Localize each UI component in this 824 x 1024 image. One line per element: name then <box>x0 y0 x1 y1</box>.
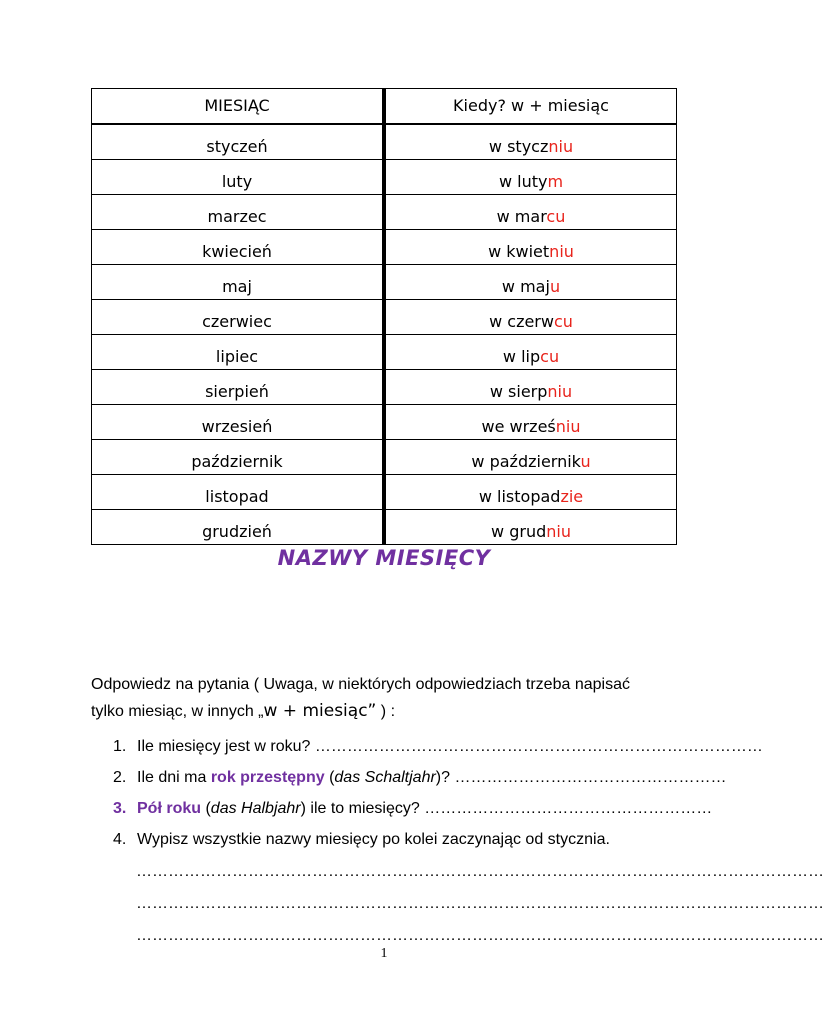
month-name-cell: maj <box>92 265 385 300</box>
locative-base: w luty <box>498 172 548 191</box>
locative-base: we wrześ <box>481 417 556 436</box>
answer-line-2[interactable]: ………………………………………………………………………………………………………………… <box>136 895 824 912</box>
table-row <box>92 440 677 475</box>
instructions-line-2 <box>91 698 691 725</box>
month-name-cell: październik <box>92 440 385 475</box>
locative-base: w stycz <box>488 137 549 156</box>
locative-ending: cu <box>546 207 566 226</box>
header-month: MIESIĄC <box>92 89 385 125</box>
month-name-cell: marzec <box>92 195 385 230</box>
table-row <box>92 230 677 265</box>
month-name-cell: lipiec <box>92 335 385 370</box>
question-text: Wypisz wszystkie nazwy miesięcy po kolei zaczynając od stycznia. <box>137 831 610 848</box>
month-name-cell: styczeń <box>92 124 385 160</box>
month-name-cell: grudzień <box>92 510 385 545</box>
month-name-cell: wrzesień <box>92 405 385 440</box>
question-item <box>91 795 713 826</box>
question-number: 1. <box>113 738 127 755</box>
locative-ending: m <box>547 172 564 191</box>
question-text: )? …………………………………………… <box>435 769 727 786</box>
question-text: ( <box>201 800 211 817</box>
question-number: 4. <box>113 831 127 848</box>
locative-base: w maj <box>501 277 550 296</box>
locative-base: w sierp <box>489 382 548 401</box>
locative-base: w grud <box>491 522 547 541</box>
locative-ending: zie <box>560 487 584 506</box>
table-row <box>92 300 677 335</box>
question-text: ( <box>324 769 335 786</box>
table-row <box>92 160 677 195</box>
locative-ending: u <box>580 452 591 471</box>
months-table <box>91 88 677 545</box>
answer-line-1[interactable]: ………………………………………………………………………………………………………………… <box>136 863 824 880</box>
table-row <box>92 370 677 405</box>
header-when: Kiedy? w + miesiąc <box>384 89 677 125</box>
question-text: Pół roku <box>137 800 202 817</box>
locative-ending: niu <box>547 382 573 401</box>
page-number: 1 <box>380 946 388 961</box>
month-locative-cell <box>384 405 677 440</box>
table-header-row <box>92 89 677 125</box>
question-text: Ile miesięcy jest w roku? ………………………………………………………………………… <box>137 738 763 755</box>
table-row <box>92 510 677 545</box>
table-row <box>92 335 677 370</box>
locative-base: w kwiet <box>488 242 550 261</box>
month-name-cell: luty <box>92 160 385 195</box>
question-text: das Schaltjahr <box>334 769 436 786</box>
question-number: 2. <box>113 769 127 786</box>
table-row <box>92 405 677 440</box>
locative-ending: u <box>549 277 561 296</box>
instructions-formula: w + miesiąc” <box>263 701 377 721</box>
locative-ending: niu <box>555 417 581 436</box>
month-locative-cell <box>384 195 677 230</box>
question-text: ) ile to miesięcy? ……………………………………………… <box>300 800 713 817</box>
months-table-body <box>92 89 677 545</box>
question-item <box>91 733 763 764</box>
month-name-cell: listopad <box>92 475 385 510</box>
answer-line-3[interactable]: ………………………………………………………………………………………………………………… <box>136 927 824 944</box>
instructions <box>91 671 691 725</box>
locative-ending: niu <box>549 242 574 261</box>
month-locative-cell <box>384 440 677 475</box>
month-name-cell: sierpień <box>92 370 385 405</box>
question-item <box>91 826 691 857</box>
question-number: 3. <box>113 800 127 817</box>
month-locative-cell <box>384 510 677 545</box>
locative-base: w listopad <box>478 487 561 506</box>
month-locative-cell <box>384 335 677 370</box>
locative-base: w czerw <box>489 312 554 331</box>
question-item <box>91 764 727 795</box>
locative-ending: cu <box>553 312 573 331</box>
month-locative-cell <box>384 230 677 265</box>
month-locative-cell <box>384 124 677 160</box>
month-locative-cell <box>384 370 677 405</box>
question-text: rok przestępny <box>210 769 325 786</box>
month-locative-cell <box>384 265 677 300</box>
month-name-cell: czerwiec <box>92 300 385 335</box>
question-list <box>91 733 763 857</box>
table-row <box>92 195 677 230</box>
instructions-prefix: tylko miesiąc, w innych „ <box>91 703 264 720</box>
question-text: Ile dni ma <box>137 769 211 786</box>
locative-ending: niu <box>546 522 571 541</box>
month-locative-cell <box>384 300 677 335</box>
question-text: das Halbjahr <box>210 800 301 817</box>
instructions-line-1: Odpowiedz na pytania ( Uwaga, w niektórych odpowiedziach trzeba napisać <box>91 676 630 693</box>
locative-ending: cu <box>540 347 560 366</box>
locative-base: w lip <box>502 347 541 366</box>
page-title: NAZWY MIESIĘCY <box>277 546 491 570</box>
table-row <box>92 265 677 300</box>
month-locative-cell <box>384 475 677 510</box>
locative-ending: niu <box>548 137 574 156</box>
locative-base: w mar <box>496 207 547 226</box>
table-row <box>92 475 677 510</box>
table-row <box>92 124 677 160</box>
month-name-cell: kwiecień <box>92 230 385 265</box>
locative-base: w październik <box>471 452 581 471</box>
instructions-suffix: ) : <box>376 703 396 720</box>
month-locative-cell <box>384 160 677 195</box>
